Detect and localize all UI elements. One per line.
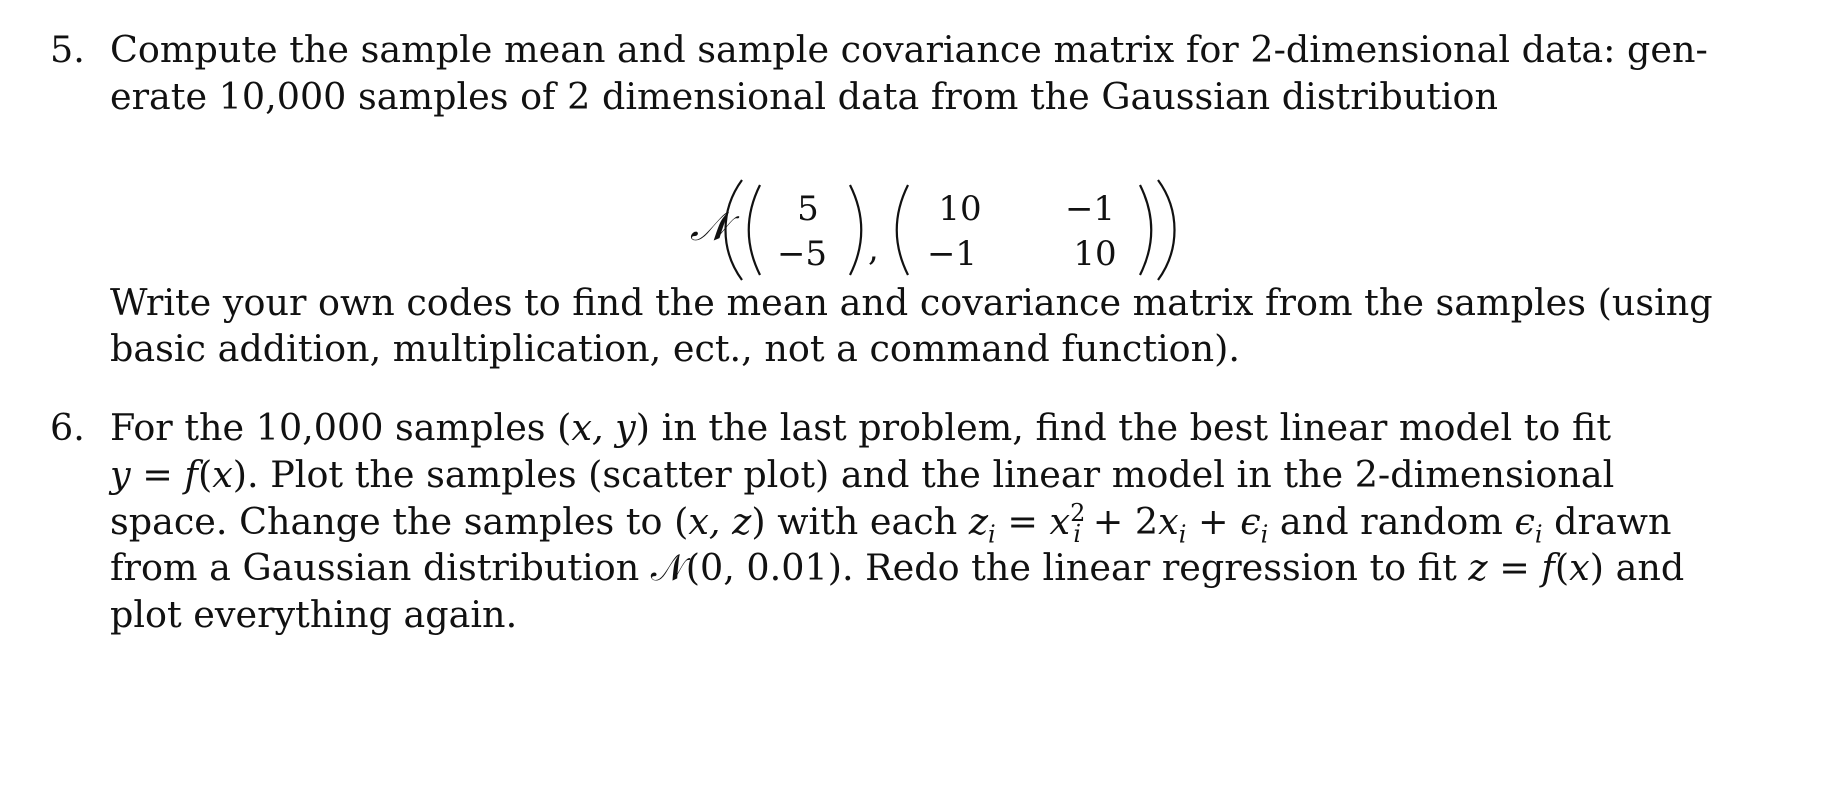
normal-symbol: 𝒩 [690, 204, 729, 250]
problem-6-number: 6. [50, 406, 85, 449]
cov-r2c2: 10 [1073, 234, 1117, 274]
mean-right-paren [850, 185, 861, 275]
problem-5-line-3: Write your own codes to find the mean and covariance matrix from the samples (using [110, 281, 1713, 324]
mean-entry-1: 5 [797, 189, 819, 229]
cov-r2c1: −1 [926, 234, 978, 274]
problem-6-line-5: plot everything again. [110, 593, 518, 636]
formula-comma: , [868, 229, 879, 269]
problem-6-line-4: from a Gaussian distribution 𝒩(0, 0.01). Redo the linear regression to fit z = f(x) and [110, 546, 1685, 589]
mean-left-paren [749, 185, 760, 275]
outer-right-paren [1158, 180, 1175, 280]
problem-6-line-2: y = f(x). Plot the samples (scatter plot) and the linear model in the 2-dimensional [110, 453, 1615, 496]
cov-right-paren [1140, 185, 1151, 275]
cov-left-paren [897, 185, 908, 275]
cov-r1c1: 10 [938, 189, 982, 229]
problem-5-line-2: erate 10,000 samples of 2 dimensional data from the Gaussian distribution [110, 75, 1499, 118]
problem-5-line-4: basic addition, multiplication, ect., not a command function). [110, 327, 1240, 370]
problem-5-line-1: Compute the sample mean and sample covariance matrix for 2-dimensional data: gen- [110, 28, 1708, 71]
problem-5-number: 5. [50, 28, 85, 71]
gaussian-formula [690, 170, 1190, 290]
problem-6-line-1: For the 10,000 samples (x, y) in the last problem, find the best linear model to fit [110, 406, 1611, 449]
problem-6-line-3: space. Change the samples to (x, z) with each $z_i = x^2_i + 2x_i + \epsilon_i$ and random $\epsilon_i$ drawn [110, 498, 1672, 549]
mean-entry-2: −5 [776, 234, 828, 274]
cov-r1c2: −1 [1064, 189, 1116, 229]
